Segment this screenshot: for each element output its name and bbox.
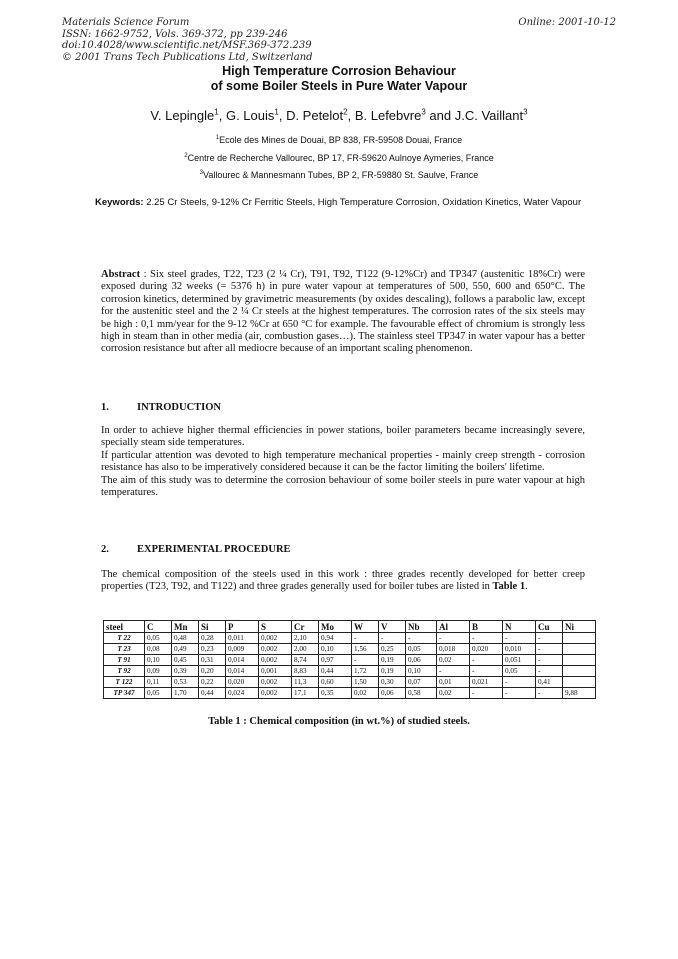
title-line-2: of some Boiler Steels in Pure Water Vapour [210, 79, 468, 93]
table-cell: 0,009 [226, 644, 259, 655]
affiliation: $^3$Vallourec & Mannesmann Tubes, BP 2, FR-59880 St. Saulve, France [199, 170, 479, 180]
table-cell: 0,19 [379, 655, 406, 666]
table-row [104, 655, 596, 666]
table-cell [563, 644, 596, 655]
table-cell: 0,53 [172, 677, 199, 688]
table-cell: 0,002 [259, 677, 292, 688]
column-header: Ni [563, 621, 596, 633]
table-cell: - [437, 666, 470, 677]
table-header-row [104, 621, 596, 633]
author-list [0, 108, 678, 123]
abstract-text: : Six steel grades, T22, T23 (2 ¼ Cr), T91, T92, T122 (9-12%Cr) and TP347 (austenitic 18%Cr) were exposed during 32 weeks (= 5376 h) in pure water vapour at temperatures of 500, 550, 600 and 650°C. The corrosion kinetics, determined by gravimetric measurements (by oxides descaling), follows a parabolic law, except for the austenitic steel and the 2 ¼ Cr steels at the highest temperatures. The corrosion rates of the six steels may be high : 0,1 mm/year for the 9-12 %Cr at 650 °C for example. The favourable effect of chromium is strongly less high in steam than in other media (air, combustion gases…). The stainless steel TP347 in water vapour has a better corrosion resistance but after all mediocre because of an important scaling phenomenon. [101, 269, 585, 355]
table-cell: 0,31 [199, 655, 226, 666]
steel-grade-cell: T 23 [104, 644, 145, 655]
table-cell: 9,88 [563, 688, 596, 699]
table-cell: - [470, 688, 503, 699]
table-cell: 0,45 [172, 655, 199, 666]
steel-grade-cell: T 91 [104, 655, 145, 666]
column-header: Al [437, 621, 470, 633]
table-cell: 0,002 [259, 633, 292, 644]
column-header: steel [104, 621, 145, 633]
paragraph: The chemical composition of the steels used in this work : three grades recently developed for better creep properties (T23, T92, and T122) and three grades generally used for boiler tubes are listed in Table 1. [101, 569, 585, 593]
issn-line: ISSN: 1662-9752, Vols. 369-372, pp 239-246 [62, 28, 288, 40]
table-cell: 0,024 [226, 688, 259, 699]
table-cell [563, 677, 596, 688]
table-cell: 0,020 [226, 677, 259, 688]
paragraph: The aim of this study was to determine the corrosion behaviour of some boiler steels in pure water vapour at high temperatures. [101, 474, 585, 499]
table-cell: 0,94 [319, 633, 352, 644]
table-cell: 0,25 [379, 644, 406, 655]
table-cell: 1,56 [352, 644, 379, 655]
steel-grade-cell: TP 347 [104, 688, 145, 699]
column-header: Cr [292, 621, 319, 633]
table-cell: 0,002 [259, 688, 292, 699]
table-cell: 0,01 [437, 677, 470, 688]
table-cell: 0,35 [319, 688, 352, 699]
table-cell: - [470, 666, 503, 677]
table-cell: 0,014 [226, 666, 259, 677]
table-cell: 0,09 [145, 666, 172, 677]
table-cell: - [352, 655, 379, 666]
introduction-body [101, 425, 585, 499]
table-cell: 0,07 [406, 677, 437, 688]
table-cell: 0,05 [145, 688, 172, 699]
table-cell: 0,20 [199, 666, 226, 677]
table-cell: 0,10 [406, 666, 437, 677]
table-cell: 0,05 [406, 644, 437, 655]
table-row [104, 633, 596, 644]
table-cell: 0,10 [319, 644, 352, 655]
column-header: Si [199, 621, 226, 633]
table-cell: 1,70 [172, 688, 199, 699]
table-cell: 0,11 [145, 677, 172, 688]
table-cell: 2,10 [292, 633, 319, 644]
table-row [104, 666, 596, 677]
table-cell: - [470, 655, 503, 666]
experimental-body [101, 569, 585, 594]
column-header: C [145, 621, 172, 633]
table-row [104, 644, 596, 655]
author: B. Lefebvre$^3$ and [354, 108, 455, 124]
column-header: Mo [319, 621, 352, 633]
table-row [104, 688, 596, 699]
table-cell: 0,08 [145, 644, 172, 655]
column-header: W [352, 621, 379, 633]
column-header: Cu [536, 621, 563, 633]
abstract [101, 269, 585, 356]
table-cell: 17,1 [292, 688, 319, 699]
table-cell: 0,39 [172, 666, 199, 677]
table-cell: 0,002 [259, 655, 292, 666]
column-header: Mn [172, 621, 199, 633]
table-cell: - [503, 633, 536, 644]
table-cell: 0,021 [470, 677, 503, 688]
table-cell: 0,010 [503, 644, 536, 655]
table-cell: 0,97 [319, 655, 352, 666]
table-row [104, 677, 596, 688]
table-cell: 0,051 [503, 655, 536, 666]
column-header: N [503, 621, 536, 633]
table-reference: Table 1 [492, 581, 526, 593]
section-heading-experimental: 2. EXPERIMENTAL PROCEDURE [101, 544, 291, 555]
author: D. Petelot$^2$, [286, 108, 355, 124]
table-caption: Table 1 : Chemical composition (in wt.%) of studied steels. [208, 716, 470, 727]
table-cell: - [503, 688, 536, 699]
table-cell: - [536, 644, 563, 655]
table-cell: - [536, 633, 563, 644]
table-cell: - [503, 677, 536, 688]
table-cell: 0,48 [172, 633, 199, 644]
journal-header [62, 17, 313, 63]
composition-table [103, 620, 596, 699]
author: V. Lepingle$^1$, [150, 108, 226, 124]
table-cell: - [536, 655, 563, 666]
steel-grade-cell: T 92 [104, 666, 145, 677]
column-header: P [226, 621, 259, 633]
table-cell: 0,19 [379, 666, 406, 677]
table-cell: 1,72 [352, 666, 379, 677]
table-cell: 0,02 [437, 688, 470, 699]
table-cell: - [406, 633, 437, 644]
paragraph: In order to achieve higher thermal efficiencies in power stations, boiler parameters became increasingly severe, specially steam side temperatures. [101, 425, 585, 449]
table-cell: 0,02 [437, 655, 470, 666]
steel-grade-cell: T 122 [104, 677, 145, 688]
table-cell: 1,50 [352, 677, 379, 688]
table-cell: 0,06 [379, 688, 406, 699]
column-header: V [379, 621, 406, 633]
steel-grade-cell: T 22 [104, 633, 145, 644]
title-line-1: High Temperature Corrosion Behaviour [222, 64, 456, 78]
table-cell: 0,49 [172, 644, 199, 655]
table-cell: 0,30 [379, 677, 406, 688]
table-cell: 0,05 [503, 666, 536, 677]
table-cell: 0,001 [259, 666, 292, 677]
column-header: S [259, 621, 292, 633]
keywords-label: Keywords: [95, 197, 144, 208]
table-cell: 0,06 [406, 655, 437, 666]
table-cell: 2,00 [292, 644, 319, 655]
copyright-line: © 2001 Trans Tech Publications Ltd, Switzerland [62, 51, 313, 63]
table-cell [563, 666, 596, 677]
affiliation: $^1$Ecole des Mines de Douai, BP 838, FR-59508 Douai, France [215, 135, 463, 145]
doi-line: doi:10.4028/www.scientific.net/MSF.369-372.239 [62, 40, 312, 51]
abstract-label: Abstract [101, 269, 141, 280]
author: G. Louis$^1$, [225, 108, 287, 124]
table-cell: - [437, 633, 470, 644]
table-cell: 0,28 [199, 633, 226, 644]
table-cell: 8,83 [292, 666, 319, 677]
paper-title [0, 64, 678, 94]
table-cell: 11,3 [292, 677, 319, 688]
affiliation-list [0, 131, 678, 184]
affiliation: $^2$Centre de Recherche Vallourec, BP 17, FR-59620 Aulnoye Aymeries, France [184, 152, 494, 163]
table-cell: - [352, 633, 379, 644]
table-cell: 0,014 [226, 655, 259, 666]
table-cell [563, 655, 596, 666]
table-cell: - [470, 633, 503, 644]
table-cell: 0,002 [259, 644, 292, 655]
table-cell: 0,22 [199, 677, 226, 688]
table-cell: 0,23 [199, 644, 226, 655]
table-cell: 0,020 [470, 644, 503, 655]
table-cell: 0,011 [226, 633, 259, 644]
table-cell: 0,58 [406, 688, 437, 699]
keywords [95, 197, 595, 209]
online-date: Online: 2001-10-12 [518, 17, 616, 28]
author: J.C. Vaillant$^3$ [454, 108, 528, 124]
paragraph: If particular attention was devoted to high temperature mechanical properties - mainly creep strength - corrosion resistance has also to be imperatively considered because it can be the factor limiting the boilers' lifetime. [101, 449, 585, 474]
table-cell: 0,41 [536, 677, 563, 688]
table-cell: - [536, 666, 563, 677]
journal-name: Materials Science Forum [62, 17, 190, 28]
table-cell [563, 633, 596, 644]
table-cell: - [536, 688, 563, 699]
table-cell: 0,05 [145, 633, 172, 644]
table-cell: 8,74 [292, 655, 319, 666]
column-header: Nb [406, 621, 437, 633]
table-cell: 0,02 [352, 688, 379, 699]
table-cell: - [379, 633, 406, 644]
section-heading-introduction: 1. INTRODUCTION [101, 402, 222, 413]
table-cell: 0,44 [199, 688, 226, 699]
table-cell: 0,018 [437, 644, 470, 655]
table-cell: 0,44 [319, 666, 352, 677]
keywords-text: 2.25 Cr Steels, 9-12% Cr Ferritic Steels, High Temperature Corrosion, Oxidation Kinetics, Water Vapour [143, 197, 582, 208]
column-header: B [470, 621, 503, 633]
table-cell: 0,10 [145, 655, 172, 666]
table-cell: 0,60 [319, 677, 352, 688]
